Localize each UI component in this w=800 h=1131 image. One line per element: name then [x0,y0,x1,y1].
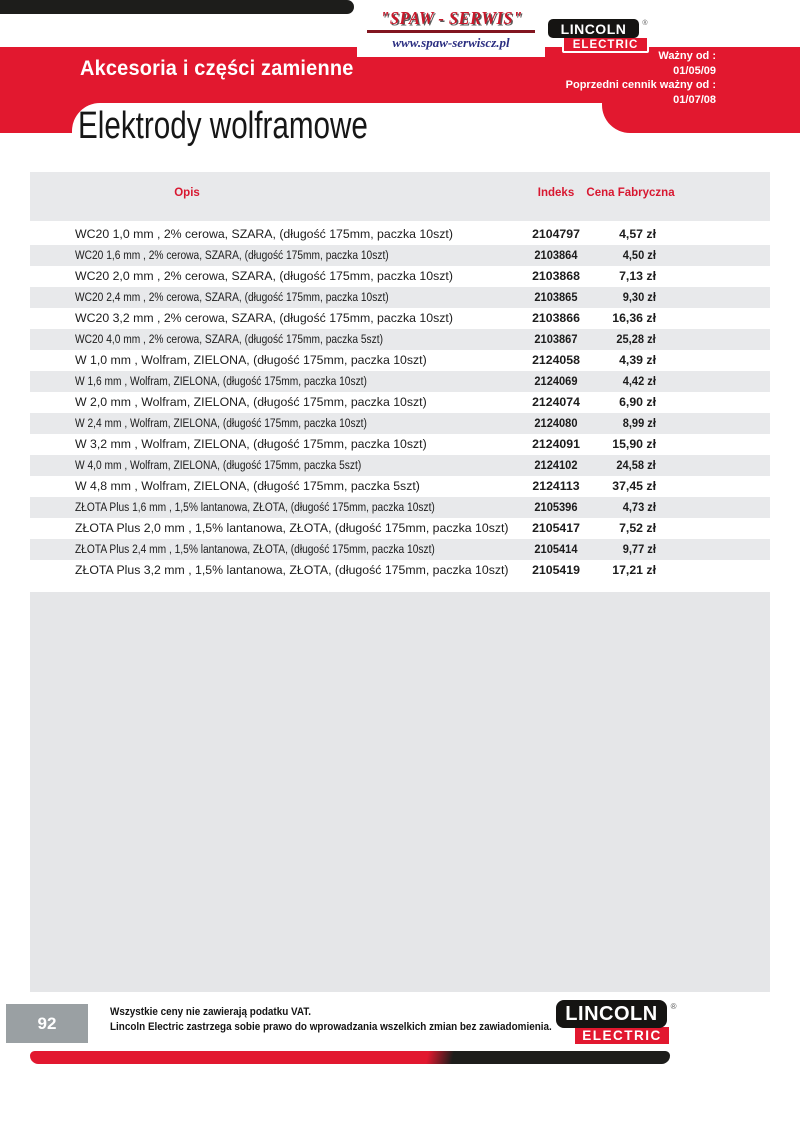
product-description: W 1,6 mm , Wolfram, ZIELONA, (długość 175mm, paczka 10szt) [75,374,367,388]
table-row [30,350,770,371]
product-price: 9,30 zł [622,290,656,304]
product-price: 8,99 zł [622,416,656,430]
validity-label: Ważny od : [658,50,716,62]
product-price: 7,13 zł [619,269,656,283]
column-header-cena-fabryczna: Cena Fabryczna [586,187,675,199]
previous-validity-label: Poprzedni cennik ważny od : [565,79,716,91]
section-title: Akcesoria i części zamienne [80,57,354,80]
product-index: 2124069 [534,374,578,388]
product-index: 2124113 [532,479,580,493]
page-number-badge: 92 [6,1004,88,1043]
product-index: 2124080 [534,416,578,430]
product-index: 2124102 [534,458,578,472]
product-index: 2103868 [532,269,580,283]
product-description: WC20 2,0 mm , 2% cerowa, SZARA, (długość 175mm, paczka 10szt) [75,269,453,283]
header-red-right-tab [602,103,800,133]
product-price: 4,42 zł [622,374,656,388]
spaw-serwis-logo [357,4,545,57]
disclaimer-note: Lincoln Electric zastrzega sobie prawo do wprowadzania wszelkich zmian bez zawiadomienia. [110,1021,552,1033]
table-row [30,518,770,539]
electric-wordmark: ELECTRIC [562,36,649,53]
table-row [30,497,770,518]
product-description: W 1,0 mm , Wolfram, ZIELONA, (długość 175mm, paczka 10szt) [75,353,427,367]
top-black-bar [0,0,354,14]
product-index: 2104797 [532,227,580,241]
product-description: WC20 4,0 mm , 2% cerowa, SZARA, (długość 175mm, paczka 5szt) [75,332,384,346]
product-description: ZŁOTA Plus 1,6 mm , 1,5% lantanowa, ZŁOTA, (długość 175mm, paczka 10szt) [75,500,435,514]
table-row [30,434,770,455]
product-price: 9,77 zł [622,542,656,556]
product-description: WC20 2,4 mm , 2% cerowa, SZARA, (długość 175mm, paczka 10szt) [75,290,389,304]
page-title: Elektrody wolframowe [78,105,368,147]
product-price: 4,50 zł [622,248,656,262]
product-index: 2103867 [534,332,578,346]
product-index: 2124091 [532,437,580,451]
column-header-opis: Opis [174,187,200,199]
product-price: 25,28 zł [616,332,656,346]
product-price: 4,57 zł [619,227,656,241]
footer-accent-bar [30,1051,670,1064]
validity-date: 01/05/09 [673,64,716,77]
product-price: 15,90 zł [612,437,656,451]
product-price: 16,36 zł [612,311,656,325]
product-index: 2105419 [532,563,580,577]
lincoln-text: LINCOLN [565,1002,658,1025]
lincoln-wordmark [556,1000,677,1028]
spaw-serwis-underline [367,30,535,33]
footer-notes [110,1005,601,1035]
product-description: ZŁOTA Plus 3,2 mm , 1,5% lantanowa, ZŁOTA, (długość 175mm, paczka 10szt) [75,563,509,577]
product-price: 6,90 zł [619,395,656,409]
vat-note: Wszystkie ceny nie zawierają podatku VAT. [110,1006,312,1018]
product-description: W 2,0 mm , Wolfram, ZIELONA, (długość 175mm, paczka 10szt) [75,395,427,409]
table-row [30,539,770,560]
table-row [30,560,770,581]
product-index: 2124058 [532,353,580,367]
product-index: 2103865 [534,290,578,304]
product-price: 17,21 zł [612,563,656,577]
lincoln-text: LINCOLN [560,20,627,37]
product-description: W 3,2 mm , Wolfram, ZIELONA, (długość 175mm, paczka 10szt) [75,437,427,451]
lincoln-wordmark [548,19,648,38]
column-header-indeks: Indeks [537,187,575,199]
table-row [30,371,770,392]
product-description: WC20 1,6 mm , 2% cerowa, SZARA, (długość 175mm, paczka 10szt) [75,248,389,262]
spaw-serwis-wordmark: "SPAW - SERWIS" [379,8,523,28]
table-row [30,224,770,245]
product-index: 2103866 [532,311,580,325]
table-row [30,476,770,497]
product-description: W 4,8 mm , Wolfram, ZIELONA, (długość 175mm, paczka 5szt) [75,479,420,493]
product-price: 4,39 zł [619,353,656,367]
product-price: 4,73 zł [622,500,656,514]
price-table-body [30,224,770,581]
product-index: 2105396 [534,500,578,514]
spaw-serwis-url[interactable]: www.spaw-serwiscz.pl [392,35,510,50]
product-description: WC20 1,0 mm , 2% cerowa, SZARA, (długość 175mm, paczka 10szt) [75,227,453,241]
registered-mark-icon: ® [670,1002,677,1011]
product-description: ZŁOTA Plus 2,0 mm , 1,5% lantanowa, ZŁOTA, (długość 175mm, paczka 10szt) [75,521,509,535]
product-description: ZŁOTA Plus 2,4 mm , 1,5% lantanowa, ZŁOTA, (długość 175mm, paczka 10szt) [75,542,435,556]
table-row [30,455,770,476]
product-index: 2105417 [532,521,580,535]
lincoln-electric-logo-top [548,19,649,53]
product-index: 2124074 [532,395,580,409]
registered-mark-icon: ® [642,20,648,27]
product-description: W 4,0 mm , Wolfram, ZIELONA, (długość 175mm, paczka 5szt) [75,458,362,472]
table-row [30,329,770,350]
product-index: 2105414 [534,542,578,556]
electric-wordmark: ELECTRIC [573,1025,671,1046]
table-row [30,308,770,329]
table-row [30,413,770,434]
table-header [30,172,770,221]
product-price: 24,58 zł [616,458,656,472]
product-description: W 2,4 mm , Wolfram, ZIELONA, (długość 175mm, paczka 10szt) [75,416,367,430]
product-price: 7,52 zł [619,521,656,535]
empty-table-area [30,592,770,992]
product-price: 37,45 zł [612,479,656,493]
product-index: 2103864 [534,248,578,262]
table-row [30,287,770,308]
table-row [30,245,770,266]
table-row [30,392,770,413]
previous-validity-date: 01/07/08 [673,93,716,106]
price-validity-block [456,49,716,107]
table-row [30,266,770,287]
lincoln-electric-logo-footer [556,1000,677,1046]
product-description: WC20 3,2 mm , 2% cerowa, SZARA, (długość 175mm, paczka 10szt) [75,311,453,325]
